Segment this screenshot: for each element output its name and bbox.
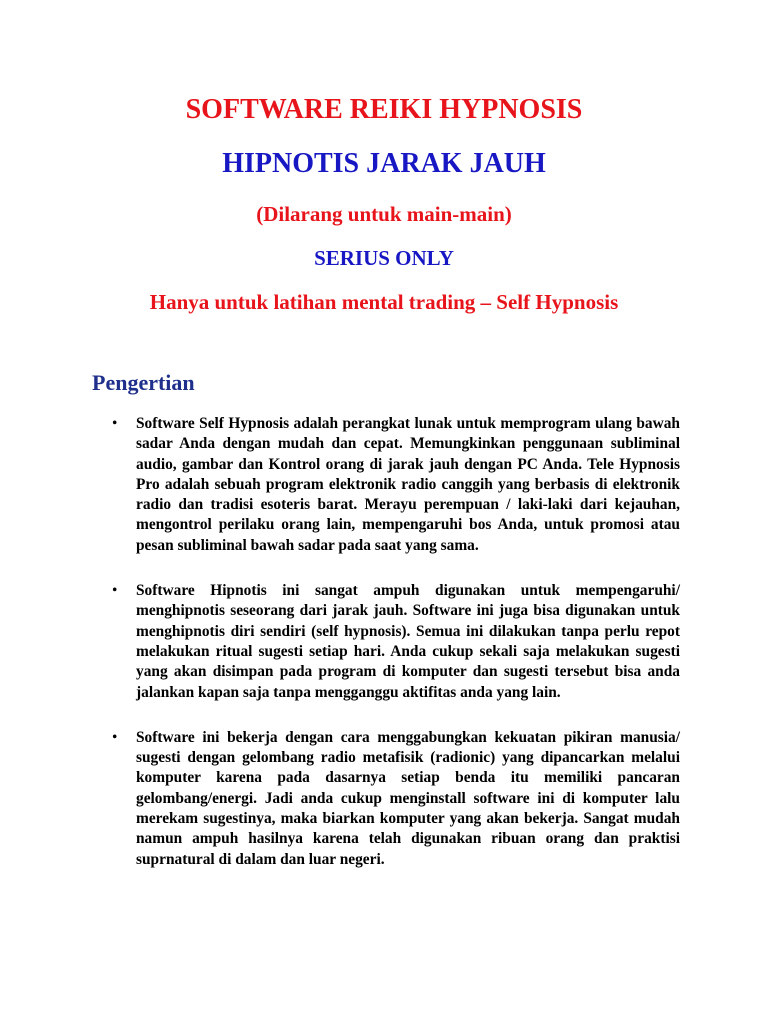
document-title: SOFTWARE REIKI HYPNOSIS <box>185 94 583 125</box>
list-item <box>108 728 680 870</box>
bullet-icon: • <box>112 415 118 432</box>
section-heading-pengertian: Pengertian <box>92 370 195 395</box>
serious-only-note: SERIUS ONLY <box>314 246 454 270</box>
bullet-text: Software ini bekerja dengan cara menggabungkan kekuatan pikiran manusia/ sugesti dengan gelombang radio metafisik (radionic) yang dipancarkan melalui komputer karena pada dasarnya setiap benda itu memiliki pancaran gelombang/energi. Jadi anda cukup menginstall software ini di komputer lalu merekam sugestinya, maka biarkan komputer yang akan bekerja. Sangat mudah namun ampuh hasilnya karena telah digunakan ribuan orang dan praktisi suprnatural di dalam dan luar negeri. <box>136 728 680 868</box>
definition-bullet-list <box>108 414 680 895</box>
document-subtitle: HIPNOTIS JARAK JAUH <box>222 148 546 179</box>
purpose-line: Hanya untuk latihan mental trading – Self Hypnosis <box>149 290 619 314</box>
list-item <box>108 414 680 556</box>
warning-note: (Dilarang untuk main-main) <box>256 202 512 226</box>
bullet-icon: • <box>112 728 118 746</box>
bullet-icon: • <box>112 582 118 600</box>
bullet-text: Software Hipnotis ini sangat ampuh digunakan untuk mempengaruhi/ menghipnotis seseorang dari jarak jauh. Software ini juga bisa digunakan untuk menghipnotis diri sendiri (self hypnosis). Semua ini dilakukan tanpa perlu repot melakukan ritual sugesti setiap hari. Anda cukup sekali saja melakukan sugesti yang akan disimpan pada program di komputer dan sugesti tersebut bisa anda jalankan kapan saja tanpa mengganggu aktifitas anda yang lain. <box>136 582 680 701</box>
bullet-text: Software Self Hypnosis adalah perangkat lunak untuk memprogram ulang bawah sadar Anda dengan mudah dan cepat. Memungkinkan penggunaan subliminal audio, gambar dan Kontrol orang di jarak jauh dengan PC Anda. Tele Hypnosis Pro adalah sebuah program elektronik radio canggih yang berbasis di elektronik radio dan tradisi esoteris barat. Merayu perempuan / laki-laki dari kejauhan, mengontrol perilaku orang lain, mempengaruhi bos Anda, untuk promosi atau pesan subliminal bawah sadar pada saat yang sama. <box>136 415 680 554</box>
list-item <box>108 581 680 703</box>
